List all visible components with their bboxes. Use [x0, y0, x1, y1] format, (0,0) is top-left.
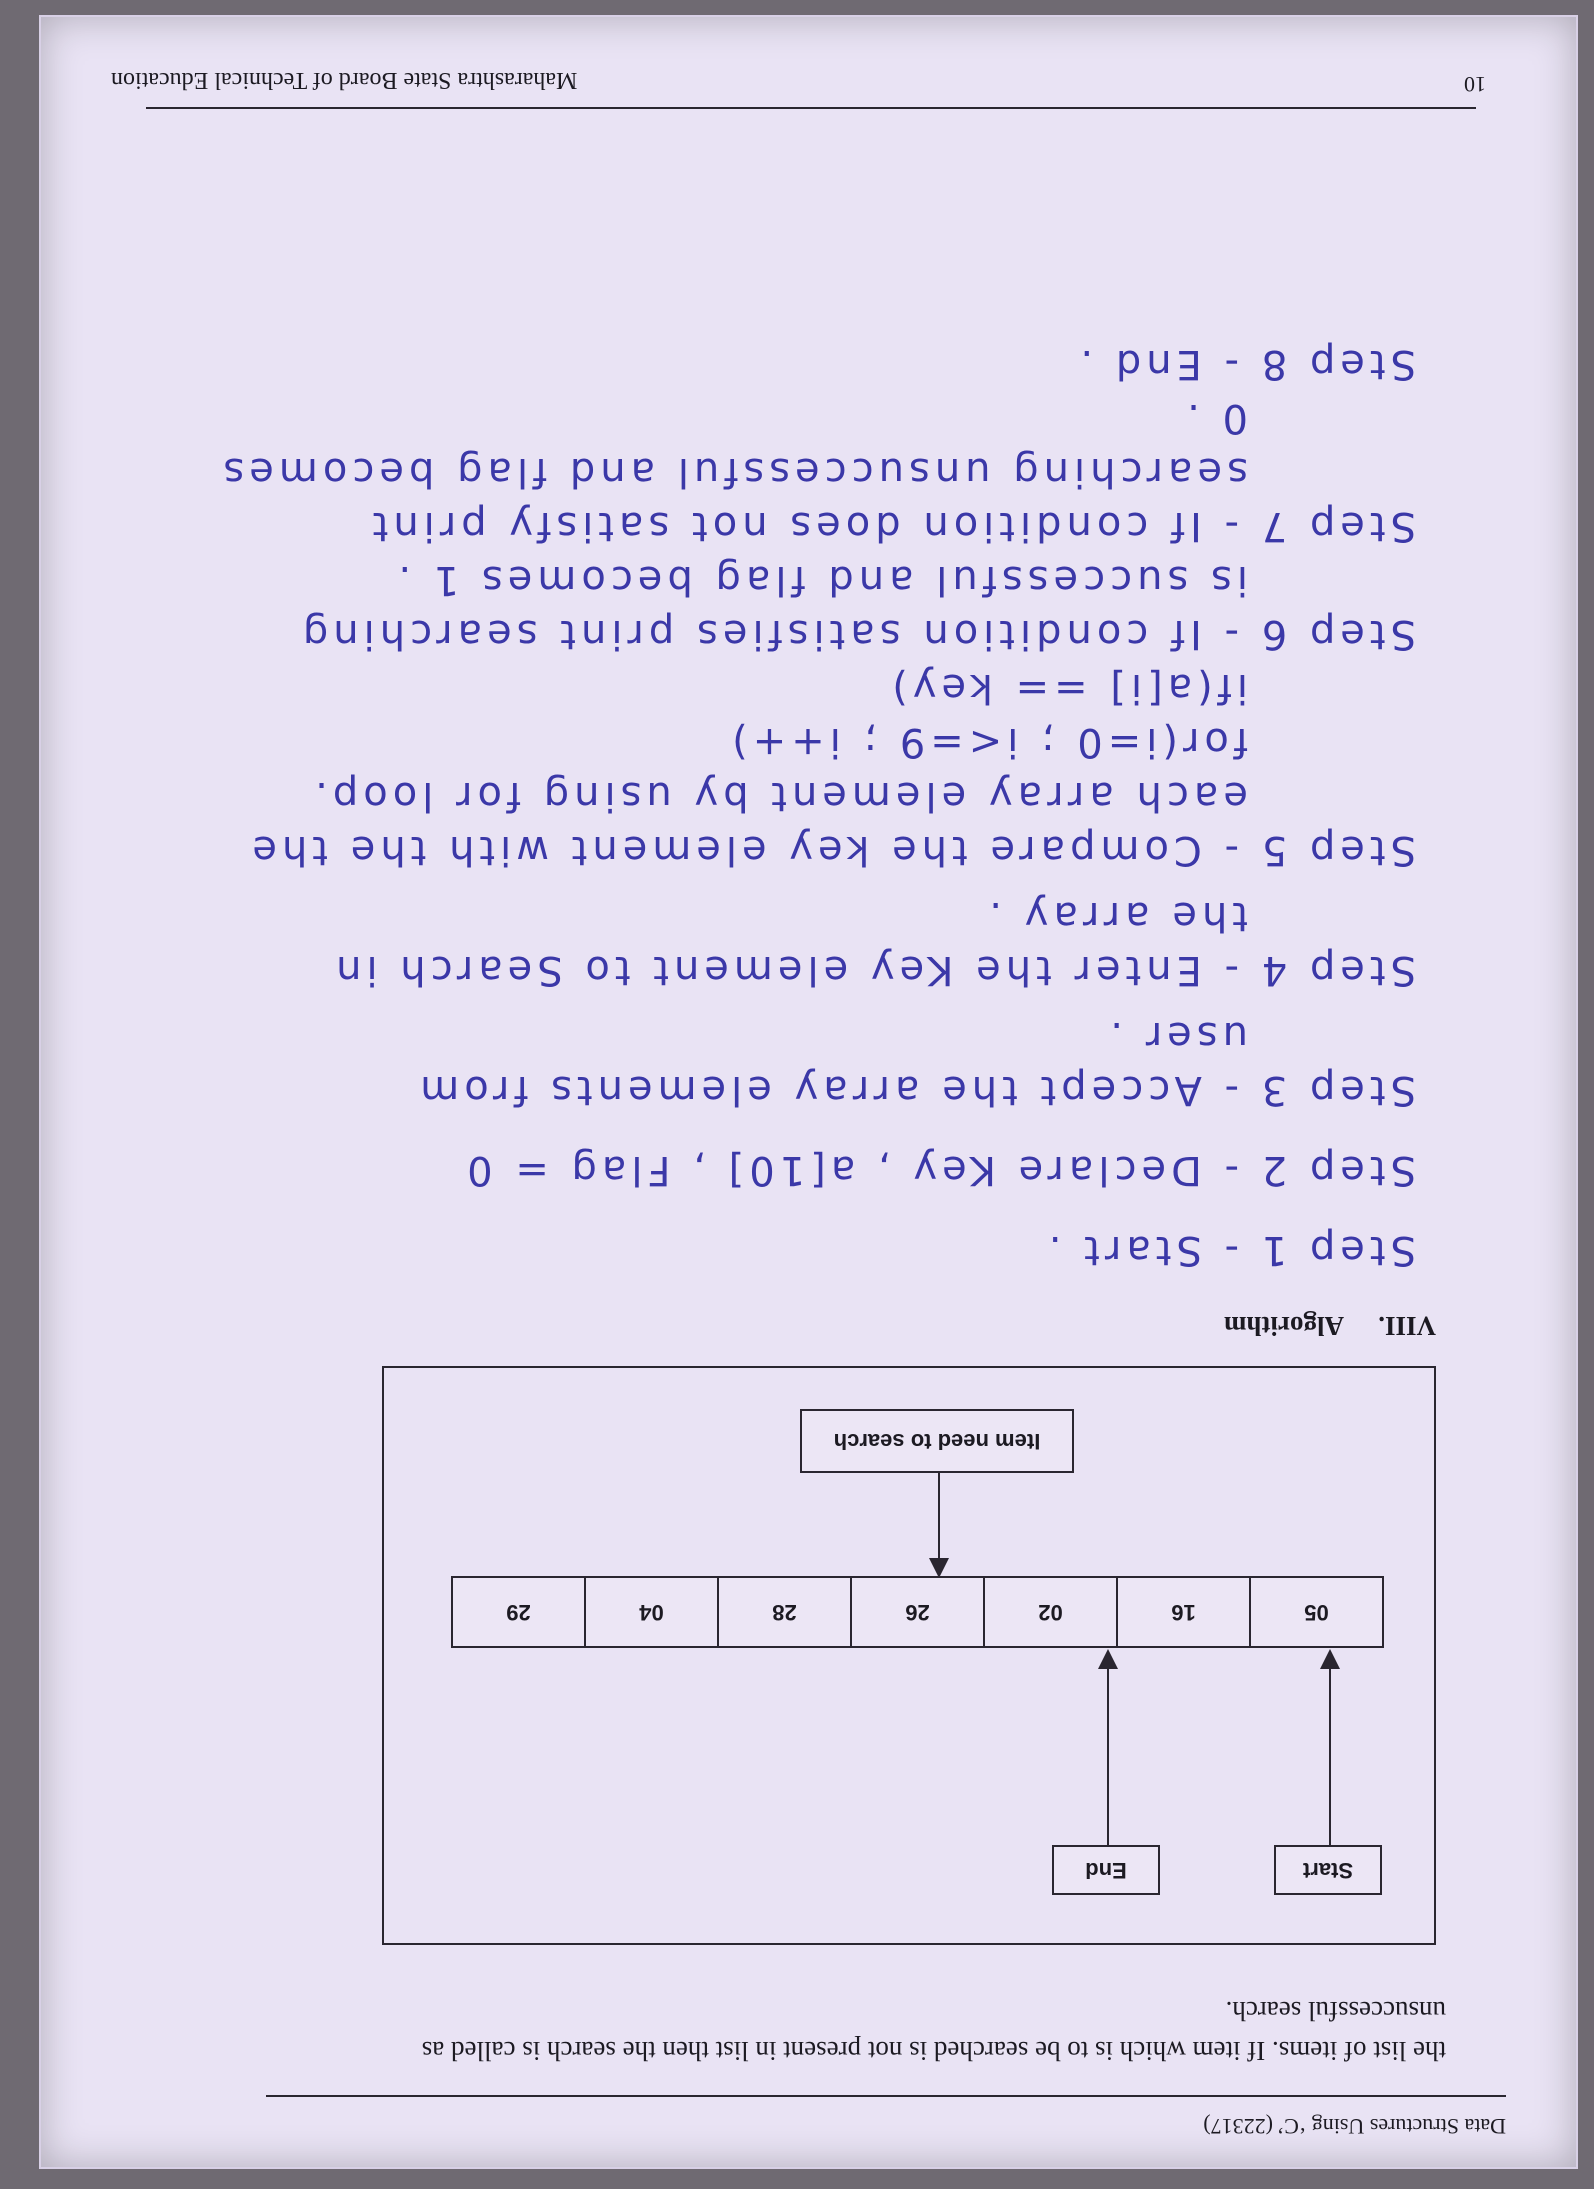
algorithm-step-6: Step 6 - If condition satisfies print searching [297, 611, 1416, 657]
section-number: VIII. [1378, 1311, 1436, 1341]
array-cell: 28 [717, 1578, 850, 1646]
section-heading [1224, 1310, 1436, 1341]
algorithm-if-condition: if(a[i] == key) [887, 665, 1248, 711]
publisher-footer: Maharashtra State Board of Technical Education [111, 67, 578, 93]
algorithm-step-6-cont: is successful and flag becomes 1 . [393, 557, 1248, 603]
algorithm-step-7-cont: searching unsuccessful and flag becomes [218, 449, 1248, 495]
array-cell: 16 [1116, 1578, 1249, 1646]
page-number: 10 [1464, 72, 1486, 97]
algorithm-step-7-cont-2: 0 . [1182, 395, 1248, 441]
array-cell: 26 [850, 1578, 983, 1646]
algorithm-step-5-cont: each array element by using for loop. [310, 773, 1248, 819]
book-page [41, 17, 1576, 2167]
section-title: Algorithm [1224, 1311, 1344, 1341]
array-cell: 29 [506, 1600, 531, 1625]
algorithm-step-3: Step 3 - Accept the array elements from [415, 1067, 1416, 1113]
algorithm-step-8: Step 8 - End . [1075, 341, 1416, 387]
start-label-box: Start [1274, 1845, 1382, 1895]
algorithm-step-4-cont: the array . [984, 893, 1248, 939]
array-cell: 02 [983, 1578, 1116, 1646]
algorithm-for-loop: for(i=0 ; i<=9 ; i++) [727, 719, 1248, 765]
running-header: Data Structures Using ‘C’ (22317) [1203, 2114, 1506, 2139]
handwritten-algorithm [86, 337, 1416, 1277]
algorithm-step-7: Step 7 - If condition does not satisfy print [367, 503, 1416, 549]
array-cell: 04 [584, 1578, 717, 1646]
header-divider [266, 2095, 1506, 2097]
array-row [451, 1576, 1384, 1648]
end-label-box: End [1052, 1845, 1160, 1895]
algorithm-step-3-cont: user . [1105, 1013, 1248, 1059]
algorithm-step-4: Step 4 - Enter the Key element to Search in [331, 947, 1416, 993]
algorithm-step-2: Step 2 - Declare Key , a[10] , Flag = 0 [462, 1147, 1416, 1193]
footer-divider [146, 107, 1476, 109]
intro-paragraph: the list of items. If item which is to be searched is not present in list then the search is called as unsuccessful search. [421, 1996, 1446, 2066]
algorithm-step-5: Step 5 - Compare the key element with the the [247, 827, 1416, 873]
algorithm-step-1: Step 1 - Start . [1043, 1227, 1416, 1273]
item-to-search-box: Item need to search [800, 1409, 1074, 1473]
array-cell: 05 [1249, 1578, 1382, 1646]
linear-search-figure [382, 1366, 1436, 1945]
